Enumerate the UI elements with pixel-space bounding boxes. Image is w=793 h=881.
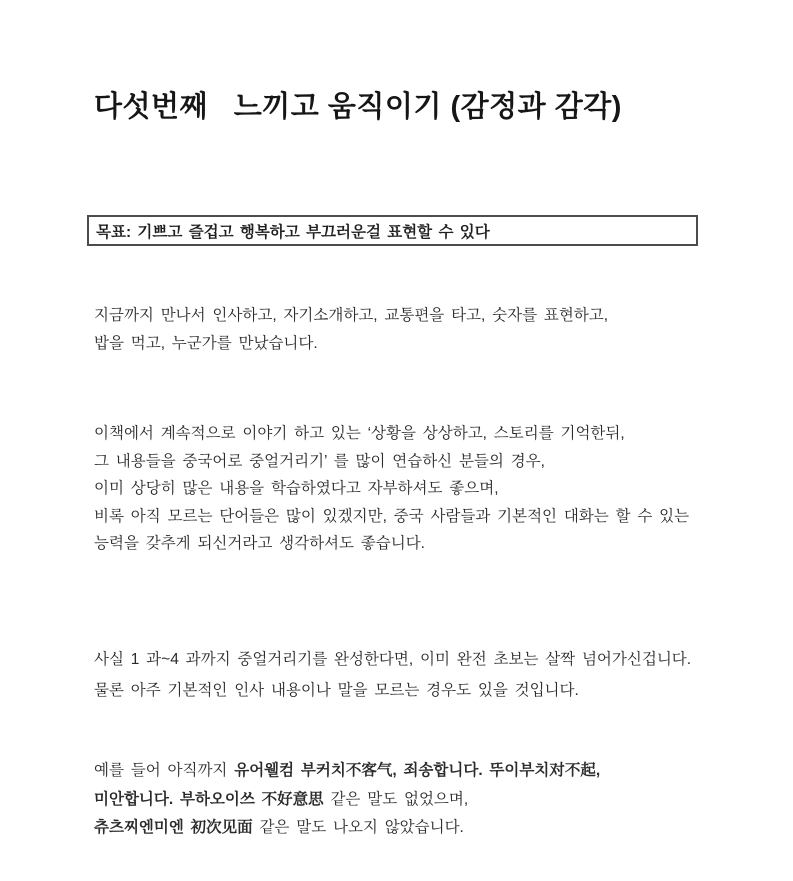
paragraph-method: 이책에서 계속적으로 이야기 하고 있는 ‘상황을 상상하고, 스토리를 기억한뒤, 그 내용들을 중국어로 중얼거리기’ 를 많이 연습하신 분들의 경우, 이미 상당히 많은 내용을 학습하였다고 자부하셔도 좋으며, 비록 아직 모르는 단어들은 많이 있겠지만, 중국 사람들과 기본적인 대화는 할 수 있는 능력을 갖추게 되신거라고 생각하셔도 좋습니다. xyxy=(94,425,690,552)
example-segment: 같은 말도 없었으며, xyxy=(330,790,469,808)
example-segment-bold: 유어웰컴 부커치不客气, 죄송합니다. 뚜이부치对不起, xyxy=(234,762,601,779)
page-title: 다섯번째 느끼고 움직이기 (감정과 감각) xyxy=(94,91,622,123)
paragraph-recap: 지금까지 만나서 인사하고, 자기소개하고, 교통편을 타고, 숫자를 표현하고, 밥을 먹고, 누군가를 만났습니다. xyxy=(94,307,609,352)
goal-text: 목표: 기쁘고 즐겁고 행복하고 부끄러운걸 표현할 수 있다 xyxy=(96,223,490,241)
example-segment-bold: 츄츠찌엔미엔 初次见面 xyxy=(94,819,253,836)
example-segment: 예를 들어 아직까지 xyxy=(94,762,235,779)
paragraph-examples xyxy=(94,757,600,843)
goal-box xyxy=(87,215,698,246)
example-segment: 같은 말도 나오지 않았습니다. xyxy=(252,819,464,836)
paragraph-progress: 사실 1 과~4 과까지 중얼거리기를 완성한다면, 이미 완전 초보는 살짝 넘어가신겁니다. 물론 아주 기본적인 인사 내용이나 말을 모르는 경우도 있을 것입니다. xyxy=(94,651,692,699)
example-segment-bold: 미안합니다. 부하오이쓰 不好意思 xyxy=(94,790,324,808)
